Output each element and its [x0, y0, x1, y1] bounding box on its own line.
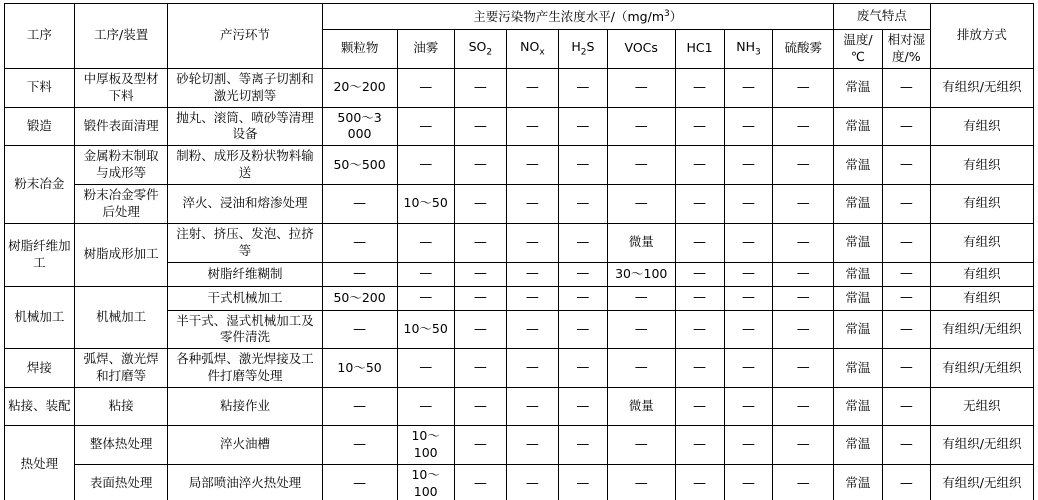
cell-link: 树脂纤维糊制	[168, 262, 322, 286]
cell-device: 弧焊、激光焊和打磨等	[74, 349, 168, 388]
cell-pollutant-value: 10～50	[397, 185, 454, 224]
cell-process: 焊接	[5, 349, 75, 388]
cell-pollutant-value: —	[675, 146, 724, 185]
cell-temperature: 常温	[833, 426, 882, 465]
header-emission: 排放方式	[930, 4, 1033, 69]
cell-temperature: 常温	[833, 286, 882, 310]
cell-link: 各种弧焊、激光焊接及工件打磨等处理	[168, 349, 322, 388]
cell-pollutant-value: —	[506, 185, 558, 224]
header-process: 工序	[5, 4, 75, 69]
cell-emission: 有组织	[930, 185, 1033, 224]
cell-pollutant-value: —	[397, 349, 454, 388]
cell-device: 金属粉末制取与成形等	[74, 146, 168, 185]
cell-pollutant-value: —	[773, 262, 834, 286]
cell-pollutant-value: —	[506, 426, 558, 465]
header-particulate: 颗粒物	[322, 30, 397, 69]
cell-humidity: —	[882, 310, 930, 349]
cell-humidity: —	[882, 146, 930, 185]
cell-emission: 有组织/无组织	[930, 464, 1033, 500]
cell-pollutant-value: —	[724, 223, 773, 262]
cell-link: 半干式、湿式机械加工及零件清洗	[168, 310, 322, 349]
cell-pollutant-value: —	[454, 223, 506, 262]
header-so2: $SO_2$	[454, 30, 506, 69]
cell-emission: 有组织	[930, 223, 1033, 262]
cell-pollutant-value: —	[724, 107, 773, 146]
cell-link: 淬火油槽	[168, 426, 322, 465]
cell-process: 下料	[5, 68, 75, 107]
cell-pollutant-value: —	[558, 388, 607, 426]
cell-pollutant-value: —	[607, 185, 675, 224]
cell-pollutant-value: —	[558, 107, 607, 146]
cell-process: 树脂纤维加工	[5, 223, 75, 286]
cell-pollutant-value: —	[322, 464, 397, 500]
cell-pollutant-value: —	[607, 68, 675, 107]
cell-emission: 无组织	[930, 388, 1033, 426]
header-device: 工序/装置	[74, 4, 168, 69]
cell-pollutant-value: —	[724, 286, 773, 310]
cell-pollutant-value: —	[454, 388, 506, 426]
cell-pollutant-value: —	[558, 146, 607, 185]
cell-emission: 有组织	[930, 146, 1033, 185]
cell-pollutant-value: —	[558, 349, 607, 388]
cell-temperature: 常温	[833, 349, 882, 388]
header-link: 产污环节	[168, 4, 322, 69]
cell-temperature: 常温	[833, 223, 882, 262]
cell-pollutant-value: —	[506, 262, 558, 286]
header-pollutant-group	[322, 4, 833, 30]
cell-pollutant-value: —	[773, 426, 834, 465]
cell-link: 抛丸、滚筒、喷砂等清理设备	[168, 107, 322, 146]
cell-device: 树脂成形加工	[74, 223, 168, 286]
header-sulfuric-acid-mist: 硫酸雾	[773, 30, 834, 69]
cell-device: 机械加工	[74, 286, 168, 349]
cell-pollutant-value: —	[558, 310, 607, 349]
cell-pollutant-value: —	[675, 262, 724, 286]
cell-pollutant-value: —	[558, 185, 607, 224]
cell-pollutant-value: —	[558, 68, 607, 107]
cell-pollutant-value: —	[607, 426, 675, 465]
table-row	[5, 223, 1034, 262]
cell-pollutant-value: —	[397, 107, 454, 146]
cell-pollutant-value: —	[397, 68, 454, 107]
cell-pollutant-value: 30～100	[607, 262, 675, 286]
cell-pollutant-value: —	[675, 107, 724, 146]
cell-device: 粘接	[74, 388, 168, 426]
table-row	[5, 349, 1034, 388]
cell-pollutant-value: —	[724, 185, 773, 224]
cell-pollutant-value: —	[724, 426, 773, 465]
cell-temperature: 常温	[833, 68, 882, 107]
header-h2s: $H_2S$	[558, 30, 607, 69]
cell-pollutant-value: —	[397, 286, 454, 310]
cell-humidity: —	[882, 223, 930, 262]
cell-pollutant-value: —	[773, 286, 834, 310]
table-row	[5, 464, 1034, 500]
cell-pollutant-value: —	[773, 464, 834, 500]
cell-pollutant-value: —	[675, 388, 724, 426]
cell-emission: 有组织	[930, 107, 1033, 146]
cell-pollutant-value: —	[454, 426, 506, 465]
cell-pollutant-value: —	[322, 388, 397, 426]
cell-pollutant-value: —	[454, 68, 506, 107]
cell-pollutant-value: —	[675, 426, 724, 465]
cell-pollutant-value: —	[506, 349, 558, 388]
cell-pollutant-value: —	[773, 68, 834, 107]
cell-emission: 有组织/无组织	[930, 349, 1033, 388]
cell-temperature: 常温	[833, 185, 882, 224]
header-oil-mist: 油雾	[397, 30, 454, 69]
cell-humidity: —	[882, 349, 930, 388]
cell-pollutant-value: —	[607, 286, 675, 310]
cell-temperature: 常温	[833, 388, 882, 426]
cell-pollutant-value: —	[675, 464, 724, 500]
cell-link: 注射、挤压、发泡、拉挤等	[168, 223, 322, 262]
cell-pollutant-value: —	[322, 426, 397, 465]
cell-pollutant-value: —	[773, 388, 834, 426]
cell-pollutant-value: —	[506, 223, 558, 262]
cell-humidity: —	[882, 68, 930, 107]
cell-pollutant-value: —	[675, 185, 724, 224]
cell-pollutant-value: —	[506, 286, 558, 310]
cell-process: 锻造	[5, 107, 75, 146]
cell-device: 锻件表面清理	[74, 107, 168, 146]
cell-pollutant-value: —	[454, 185, 506, 224]
table-row	[5, 146, 1034, 185]
cell-pollutant-value: —	[397, 146, 454, 185]
cell-pollutant-value: —	[773, 107, 834, 146]
cell-pollutant-value: —	[454, 146, 506, 185]
cell-humidity: —	[882, 426, 930, 465]
cell-pollutant-value: —	[322, 262, 397, 286]
table-row	[5, 426, 1034, 465]
cell-pollutant-value: —	[724, 464, 773, 500]
cell-pollutant-value: —	[454, 464, 506, 500]
cell-pollutant-value: —	[558, 426, 607, 465]
cell-pollutant-value: —	[773, 146, 834, 185]
cell-humidity: —	[882, 286, 930, 310]
table-header-row-top	[5, 4, 1034, 30]
table-row	[5, 185, 1034, 224]
cell-pollutant-value: —	[607, 349, 675, 388]
cell-pollutant-value: —	[454, 349, 506, 388]
cell-humidity: —	[882, 185, 930, 224]
table-row	[5, 68, 1034, 107]
cell-emission: 有组织	[930, 262, 1033, 286]
cell-link: 砂轮切割、等离子切割和激光切割等	[168, 68, 322, 107]
cell-pollutant-value: —	[506, 146, 558, 185]
cell-pollutant-value: —	[506, 107, 558, 146]
cell-pollutant-value: —	[506, 464, 558, 500]
cell-pollutant-value: —	[724, 262, 773, 286]
cell-pollutant-value: —	[454, 286, 506, 310]
cell-pollutant-value: —	[675, 286, 724, 310]
header-nh3: $NH_3$	[724, 30, 773, 69]
cell-pollutant-value: 10～50	[397, 310, 454, 349]
cell-device: 表面热处理	[74, 464, 168, 500]
cell-pollutant-value: —	[322, 185, 397, 224]
cell-humidity: —	[882, 464, 930, 500]
cell-pollutant-value: 10～100	[397, 426, 454, 465]
cell-process: 粉末冶金	[5, 146, 75, 224]
cell-link: 制粉、成形及粉状物料输送	[168, 146, 322, 185]
cell-device: 整体热处理	[74, 426, 168, 465]
header-temperature: 温度/ ℃	[833, 30, 882, 69]
cell-pollutant-value: 微量	[607, 223, 675, 262]
cell-humidity: —	[882, 388, 930, 426]
cell-temperature: 常温	[833, 146, 882, 185]
table-row	[5, 107, 1034, 146]
cell-pollutant-value: —	[773, 223, 834, 262]
cell-pollutant-value: —	[397, 262, 454, 286]
table-body	[5, 68, 1034, 500]
cell-pollutant-value: —	[773, 349, 834, 388]
cell-pollutant-value: —	[454, 262, 506, 286]
cell-emission: 有组织/无组织	[930, 68, 1033, 107]
cell-pollutant-value: 10～50	[322, 349, 397, 388]
header-nox: $NO_x$	[506, 30, 558, 69]
header-pollutant-group-label: 主要污染物产生浓度水平$/(mg/m^3)$	[473, 8, 683, 24]
cell-temperature: 常温	[833, 464, 882, 500]
cell-pollutant-value: —	[675, 349, 724, 388]
cell-pollutant-value: 500～3 000	[322, 107, 397, 146]
cell-pollutant-value: —	[724, 146, 773, 185]
cell-device: 粉末冶金零件后处理	[74, 185, 168, 224]
cell-link: 粘接作业	[168, 388, 322, 426]
cell-process: 机械加工	[5, 286, 75, 349]
table-row	[5, 286, 1034, 310]
cell-link: 淬火、浸油和熔渗处理	[168, 185, 322, 224]
cell-pollutant-value: —	[397, 223, 454, 262]
pollutant-table	[4, 3, 1034, 500]
cell-pollutant-value: 20～200	[322, 68, 397, 107]
header-hcl: HC1	[675, 30, 724, 69]
cell-pollutant-value: —	[558, 262, 607, 286]
cell-pollutant-value: —	[454, 310, 506, 349]
cell-pollutant-value: 10～100	[397, 464, 454, 500]
cell-device: 中厚板及型材下料	[74, 68, 168, 107]
cell-pollutant-value: —	[322, 223, 397, 262]
header-feature-group: 废气特点	[833, 4, 930, 30]
cell-pollutant-value: —	[607, 146, 675, 185]
cell-emission: 有组织/无组织	[930, 426, 1033, 465]
cell-link: 干式机械加工	[168, 286, 322, 310]
cell-process: 粘接、装配	[5, 388, 75, 426]
cell-pollutant-value: —	[506, 310, 558, 349]
cell-humidity: —	[882, 107, 930, 146]
cell-pollutant-value: —	[607, 107, 675, 146]
cell-pollutant-value: —	[558, 223, 607, 262]
cell-process: 热处理	[5, 426, 75, 500]
cell-pollutant-value: —	[397, 388, 454, 426]
cell-pollutant-value: —	[724, 310, 773, 349]
cell-pollutant-value: —	[607, 464, 675, 500]
cell-pollutant-value: 50～200	[322, 286, 397, 310]
cell-pollutant-value: —	[454, 107, 506, 146]
cell-humidity: —	[882, 262, 930, 286]
cell-pollutant-value: —	[607, 310, 675, 349]
cell-pollutant-value: —	[322, 310, 397, 349]
cell-pollutant-value: —	[724, 388, 773, 426]
cell-pollutant-value: —	[773, 185, 834, 224]
cell-temperature: 常温	[833, 262, 882, 286]
cell-emission: 有组织	[930, 286, 1033, 310]
cell-pollutant-value: —	[675, 68, 724, 107]
cell-pollutant-value: —	[558, 286, 607, 310]
cell-temperature: 常温	[833, 107, 882, 146]
cell-pollutant-value: —	[558, 464, 607, 500]
table-row	[5, 388, 1034, 426]
header-vocs: VOCs	[607, 30, 675, 69]
cell-pollutant-value: —	[675, 310, 724, 349]
cell-temperature: 常温	[833, 310, 882, 349]
header-humidity: 相对湿 度/%	[882, 30, 930, 69]
cell-pollutant-value: —	[506, 388, 558, 426]
cell-pollutant-value: —	[675, 223, 724, 262]
cell-pollutant-value: —	[506, 68, 558, 107]
cell-emission: 有组织/无组织	[930, 310, 1033, 349]
cell-pollutant-value: —	[724, 68, 773, 107]
cell-link: 局部喷油淬火热处理	[168, 464, 322, 500]
cell-pollutant-value: 微量	[607, 388, 675, 426]
cell-pollutant-value: 50～500	[322, 146, 397, 185]
cell-pollutant-value: —	[724, 349, 773, 388]
cell-pollutant-value: —	[773, 310, 834, 349]
